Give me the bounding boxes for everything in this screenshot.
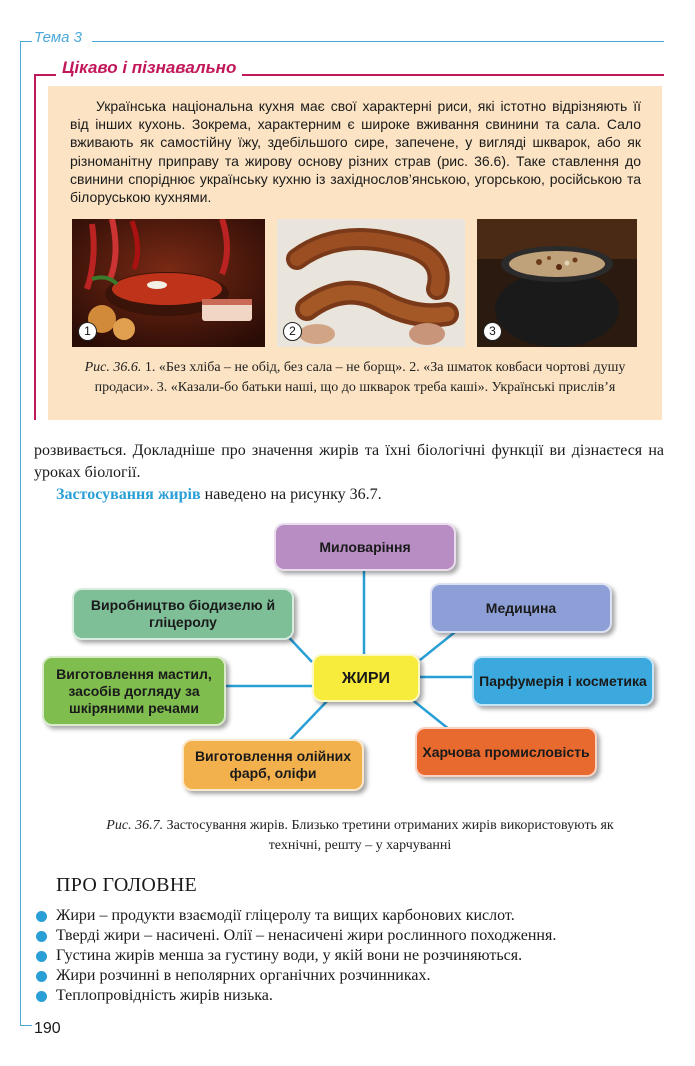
info-box-text: Українська національна кухня має свої характерні риси, які істотно відрізняють її від інших кухонь. Зокрема, характерним є широке вживання свинини та сала. Сало вживають як самостійну їжу, здебільшого сире, запечене, у вигляді шкварок, або як різноманітну приправу та жирову основу різних страв (рис. 36.6). Таке ставлення до свинини споріднює українську кухню із західнослов’янською, угорською, російською та білоруською кухнями. bbox=[70, 98, 641, 206]
bullet-icon bbox=[36, 971, 47, 982]
borsch-salo-illustration bbox=[72, 219, 265, 347]
margin-rule-bottom bbox=[20, 1025, 32, 1026]
diagram-node-medicine: Медицина bbox=[430, 583, 612, 633]
photo-sausage bbox=[277, 219, 465, 347]
diagram-intro bbox=[56, 484, 382, 505]
box-side-rule bbox=[34, 74, 36, 420]
summary-item bbox=[34, 926, 674, 946]
figure-36-7-caption bbox=[80, 816, 640, 856]
photo-number-badge: 2 bbox=[283, 322, 302, 341]
summary-list bbox=[34, 906, 674, 1006]
summary-item bbox=[34, 906, 674, 926]
highlight-term: Застосування жирів bbox=[56, 486, 201, 503]
diagram-node-paints: Виготовлення олійних фарб, оліфи bbox=[182, 739, 364, 791]
page-number: 190 bbox=[34, 1020, 61, 1037]
diagram-node-soap-making: Миловаріння bbox=[274, 523, 456, 571]
sausage-illustration bbox=[277, 219, 465, 347]
summary-item-text: Теплопровідність жирів низька. bbox=[56, 987, 273, 1004]
diagram-node-lubricants: Виготовлення мастил, засобів догляду за шкіряними речами bbox=[42, 656, 226, 726]
header-rule bbox=[92, 41, 664, 42]
bullet-icon bbox=[36, 911, 47, 922]
caption-label: Рис. 36.7. bbox=[106, 818, 164, 833]
summary-item bbox=[34, 966, 674, 986]
bullet-icon bbox=[36, 931, 47, 942]
photo-number-badge: 3 bbox=[483, 322, 502, 341]
box-title-rule-left bbox=[34, 74, 56, 76]
summary-item bbox=[34, 946, 674, 966]
figure-36-6-caption bbox=[60, 358, 650, 398]
summary-item-text: Жири – продукти взаємодії гліцеролу та вищих карбонових кислот. bbox=[56, 907, 515, 924]
diagram-node-biodiesel: Виробництво біодизелю й гліцеролу bbox=[72, 588, 294, 640]
intro-text: наведено на рисунку 36.7. bbox=[200, 486, 382, 503]
photo-borsch-salo bbox=[72, 219, 265, 347]
connector-line bbox=[285, 698, 330, 745]
bullet-icon bbox=[36, 951, 47, 962]
diagram-node-perfumery: Парфумерія і косметика bbox=[472, 656, 654, 706]
summary-item-text: Густина жирів менша за густину води, у якій вони не розчиняються. bbox=[56, 947, 523, 964]
box-title-rule-right bbox=[242, 74, 664, 76]
caption-text: Застосування жирів. Близько третини отриманих жирів використовують як технічні, решту – у харчуванні bbox=[163, 818, 614, 853]
diagram-node-center-fats: ЖИРИ bbox=[312, 654, 420, 702]
bullet-icon bbox=[36, 991, 47, 1002]
photo-pot-kasha bbox=[477, 219, 637, 347]
diagram-node-food-industry: Харчова промисловість bbox=[415, 727, 597, 777]
topic-label: Тема 3 bbox=[34, 29, 82, 46]
margin-rule-top bbox=[20, 41, 32, 42]
connector-line bbox=[410, 698, 450, 730]
margin-rule bbox=[20, 41, 21, 1026]
summary-title: ПРО ГОЛОВНЕ bbox=[56, 874, 198, 896]
body-paragraph: розвивається. Докладніше про значення жирів та їхні біологічні функції ви дізнаєтеся на уроках біології. bbox=[34, 442, 664, 481]
summary-item-text: Тверді жири – насичені. Олії – ненасичені жири рослинного походження. bbox=[56, 927, 557, 944]
summary-item bbox=[34, 986, 674, 1006]
caption-label: Рис. 36.6. bbox=[84, 360, 142, 375]
caption-text: 1. «Без хліба – не обід, без сала – не борщ». 2. «За шматок ковбаси чортові душу продаси». 3. «Казали-бо батьки наші, що до шкварок треба каші». Українські прислів’я bbox=[94, 360, 626, 395]
info-box-title: Цікаво і пізнавально bbox=[62, 58, 237, 77]
photo-number-badge: 1 bbox=[78, 322, 97, 341]
summary-item-text: Жири розчинні в неполярних органічних розчинниках. bbox=[56, 967, 431, 984]
